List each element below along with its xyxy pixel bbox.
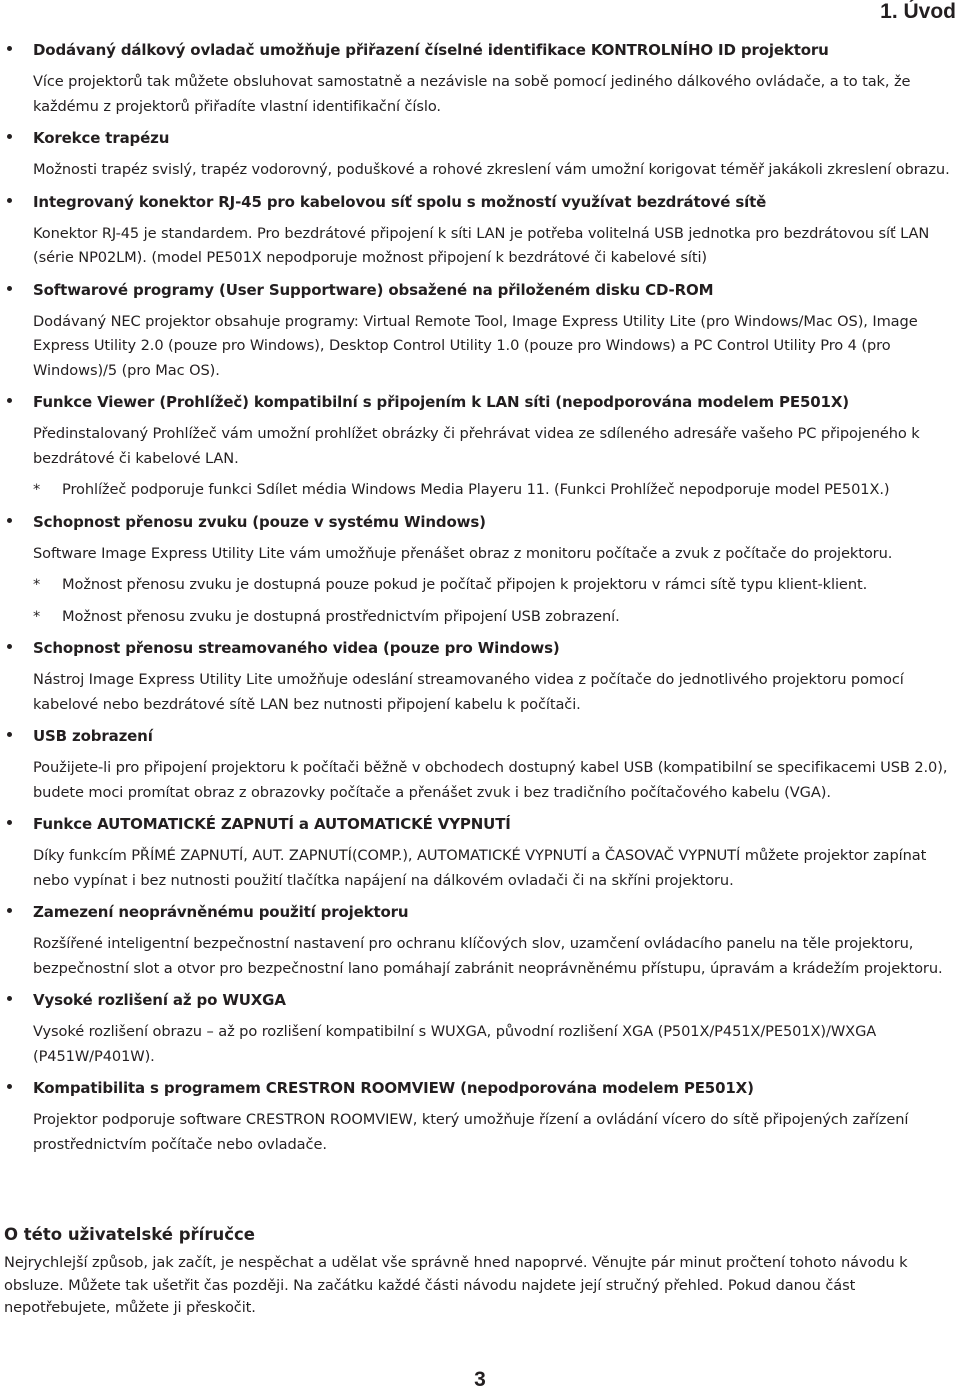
bullet-icon <box>7 908 12 913</box>
feature-description: Více projektorů tak můžete obsluhovat samostatně a nezávisle na sobě pomocí jediného dálkového ovládače, a to tak, že každému z projektorů přiřadíte vlastní identifikační číslo. <box>33 73 911 115</box>
feature-title: USB zobrazení <box>33 727 153 745</box>
feature-description: Software Image Express Utility Lite vám umožňuje přenášet obraz z monitoru počítače a zvuk z počítače do projektoru. <box>33 544 893 562</box>
feature-description: Rozšířené inteligentní bezpečnostní nastavení pro ochranu klíčových slov, uzamčení ovládacího panelu na těle projektoru, bezpečnostní slot a otvor pro bezpečnostní lano pomáhají zabránit neoprávněnému přístupu, úpravám a krádežím projektoru. <box>33 935 943 977</box>
feature-note <box>33 478 958 503</box>
feature-item <box>0 510 958 630</box>
feature-item <box>0 900 958 981</box>
bullet-icon <box>7 996 12 1001</box>
bullet-icon <box>7 1084 12 1089</box>
feature-list <box>0 38 958 1164</box>
bullet-icon <box>7 644 12 649</box>
feature-description: Možnosti trapéz svislý, trapéz vodorovný, poduškové a rohové zkreslení vám umožní korigovat téměř jakákoli zkreslení obrazu. <box>33 161 950 178</box>
feature-title: Zamezení neoprávněnému použití projektoru <box>33 903 409 921</box>
feature-note <box>33 605 958 630</box>
feature-item <box>0 988 958 1069</box>
feature-title: Softwarové programy (User Supportware) obsažené na přiloženém disku CD-ROM <box>33 280 714 299</box>
feature-title: Schopnost přenosu streamovaného videa (pouze pro Windows) <box>33 639 560 657</box>
feature-note-text: Prohlížeč podporuje funkci Sdílet média Windows Media Playeru 11. (Funkci Prohlížeč nepodporuje model PE501X.) <box>62 481 890 498</box>
asterisk-marker: * <box>33 481 41 498</box>
bullet-icon <box>7 732 12 737</box>
about-section <box>4 1224 956 1320</box>
page-number: 3 <box>474 1368 486 1391</box>
chapter-heading: 1. Úvod <box>880 0 956 23</box>
feature-item <box>0 636 958 717</box>
bullet-icon <box>7 820 12 825</box>
feature-item <box>0 390 958 503</box>
feature-title: Vysoké rozlišení až po WUXGA <box>33 991 286 1009</box>
feature-title: Dodávaný dálkový ovladač umožňuje přiřazení číselné identifikace KONTROLNÍHO ID projektoru <box>33 41 829 59</box>
feature-item <box>0 278 958 384</box>
feature-title: Schopnost přenosu zvuku (pouze v systému Windows) <box>33 512 486 531</box>
feature-title: Kompatibilita s programem CRESTRON ROOMVIEW (nepodporována modelem PE501X) <box>33 1079 754 1097</box>
feature-item <box>0 190 958 271</box>
feature-description: Konektor RJ-45 je standardem. Pro bezdrátové připojení k síti LAN je potřeba volitelná USB jednotka pro bezdrátovou síť LAN (série NP02LM). (model PE501X nepodporuje možnost připojení k bezdrátové či kabelové síti) <box>33 224 930 266</box>
feature-item <box>0 724 958 805</box>
feature-description: Díky funkcím PŘÍMÉ ZAPNUTÍ, AUT. ZAPNUTÍ(COMP.), AUTOMATICKÉ VYPNUTÍ a ČASOVAČ VYPNUTÍ můžete projektor zapínat nebo vypínat i bez nutnosti použití tlačítka napájení na dálkovém ovladači či na skříni projektoru. <box>33 847 927 889</box>
about-heading: O této uživatelské příručce <box>4 1225 255 1244</box>
feature-description: Použijete-li pro připojení projektoru k počítači běžně v obchodech dostupný kabel USB (kompatibilní se specifikacemi USB 2.0), budete moci promítat obraz z obrazovky počítače a přenášet zvuk i bez tradičního počítačového kabelu (VGA). <box>33 759 948 801</box>
feature-item <box>0 1076 958 1157</box>
feature-item <box>0 38 958 119</box>
bullet-icon <box>7 46 12 51</box>
bullet-icon <box>7 398 12 403</box>
feature-item <box>0 812 958 893</box>
feature-description: Předinstalovaný Prohlížeč vám umožní prohlížet obrázky či přehrávat videa ze sdíleného adresáře vašeho PC připojeného k bezdrátové či kabelové LAN. <box>33 425 920 467</box>
bullet-icon <box>7 134 12 139</box>
feature-item <box>0 126 958 183</box>
feature-description: Vysoké rozlišení obrazu – až po rozlišení kompatibilní s WUXGA, původní rozlišení XGA (P501X/P451X/PE501X)/WXGA (P451W/P401W). <box>33 1023 877 1065</box>
feature-note-text: Možnost přenosu zvuku je dostupná prostřednictvím připojení USB zobrazení. <box>62 607 620 625</box>
feature-description: Dodávaný NEC projektor obsahuje programy: Virtual Remote Tool, Image Express Utility Lite (pro Windows/Mac OS), Image Express Utility 2.0 (pouze pro Windows), Desktop Control Utility 1.0 (pouze pro Windows) a PC Control Utility Pro 4 (pro Windows)/5 (pro Mac OS). <box>33 312 918 379</box>
bullet-icon <box>7 518 12 523</box>
feature-description: Nástroj Image Express Utility Lite umožňuje odeslání streamovaného videa z počítače do jednotlivého projektoru pomocí kabelové nebo bezdrátové sítě LAN bez nutnosti připojení kabelu k počítači. <box>33 671 904 713</box>
asterisk-marker: * <box>33 576 41 593</box>
feature-note-text: Možnost přenosu zvuku je dostupná pouze pokud je počítač připojen k projektoru v rámci sítě typu klient-klient. <box>62 576 868 593</box>
about-body: Nejrychlejší způsob, jak začít, je nespěchat a udělat vše správně hned napoprvé. Věnujte pár minut pročtení tohoto návodu k obsluze. Můžete tak ušetřit čas později. Na začátku každé části návodu najdete její stručný přehled. Pokud danou část nepotřebujete, můžete ji přeskočit. <box>4 1254 908 1316</box>
feature-title: Korekce trapézu <box>33 129 170 147</box>
asterisk-marker: * <box>33 607 41 625</box>
bullet-icon <box>7 286 12 291</box>
bullet-icon <box>7 198 12 203</box>
feature-title: Funkce Viewer (Prohlížeč) kompatibilní s připojením k LAN síti (nepodporována modelem PE501X) <box>33 393 849 411</box>
feature-note <box>33 573 958 598</box>
feature-description: Projektor podporuje software CRESTRON ROOMVIEW, který umožňuje řízení a ovládání vícero do sítě připojených zařízení prostřednictvím počítače nebo ovladače. <box>33 1111 909 1153</box>
feature-title: Integrovaný konektor RJ-45 pro kabelovou síť spolu s možností využívat bezdrátové sítě <box>33 192 767 211</box>
feature-title: Funkce AUTOMATICKÉ ZAPNUTÍ a AUTOMATICKÉ VYPNUTÍ <box>33 815 511 833</box>
